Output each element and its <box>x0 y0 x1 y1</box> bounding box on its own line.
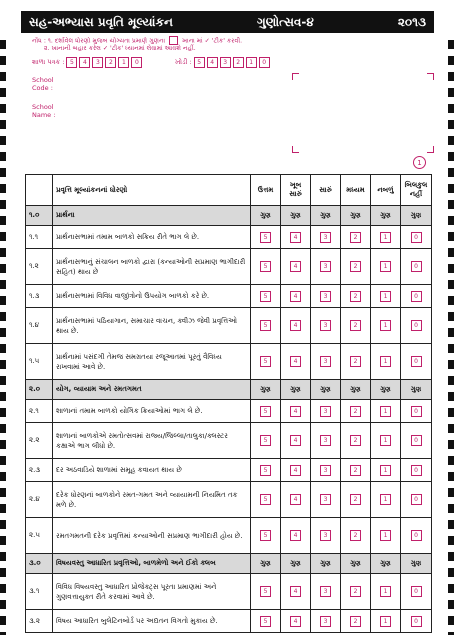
grade-label: ગુણ <box>281 380 311 400</box>
criteria-row <box>26 400 432 423</box>
score-checkbox[interactable]: 1 <box>380 261 391 272</box>
score-checkbox[interactable]: 0 <box>411 356 422 367</box>
score-checkbox[interactable]: 5 <box>260 232 271 243</box>
header-none: બિલકુલ નહીં <box>401 175 432 206</box>
score-cell <box>371 518 401 554</box>
code-digit-box[interactable]: 3 <box>92 57 103 68</box>
score-checkbox[interactable]: 4 <box>290 494 301 505</box>
score-checkbox[interactable]: 2 <box>350 494 361 505</box>
grade-label: ગુણ <box>401 206 432 226</box>
score-checkbox[interactable]: 2 <box>350 320 361 331</box>
section-number: ૩.૦ <box>26 554 53 574</box>
score-cell <box>251 482 281 518</box>
score-checkbox[interactable]: 0 <box>411 406 422 417</box>
score-cell <box>371 400 401 423</box>
score-cell <box>401 610 432 633</box>
score-checkbox[interactable]: 0 <box>411 291 422 302</box>
right-margin-dashes <box>448 40 454 635</box>
score-checkbox[interactable]: 4 <box>290 530 301 541</box>
score-cell <box>341 226 371 249</box>
grade-label: ગુણ <box>371 380 401 400</box>
score-cell <box>401 344 432 380</box>
score-cell <box>371 285 401 308</box>
criteria-row <box>26 308 432 344</box>
score-checkbox[interactable]: 2 <box>350 356 361 367</box>
criteria-row <box>26 459 432 482</box>
grade-label: ગુણ <box>371 554 401 574</box>
section-row <box>26 554 432 574</box>
criteria-row <box>26 423 432 459</box>
score-cell <box>401 482 432 518</box>
score-checkbox[interactable]: 5 <box>260 616 271 627</box>
evaluation-table <box>25 174 432 633</box>
score-cell <box>401 423 432 459</box>
note-line-1-suffix: ખાના માં ✓ 'ટીક' કરવી. <box>182 37 243 45</box>
score-cell <box>341 482 371 518</box>
score-checkbox[interactable]: 2 <box>350 435 361 446</box>
left-margin-dashes <box>0 40 6 635</box>
score-cell <box>251 308 281 344</box>
grade-label: ગુણ <box>311 206 341 226</box>
score-checkbox[interactable]: 1 <box>380 586 391 597</box>
table-header-row <box>26 175 432 206</box>
score-cell <box>371 574 401 610</box>
score-checkbox[interactable]: 3 <box>320 261 331 272</box>
score-checkbox[interactable]: 2 <box>350 586 361 597</box>
header-num <box>26 175 53 206</box>
score-cell <box>341 574 371 610</box>
score-checkbox[interactable]: 3 <box>320 406 331 417</box>
header-weak: નબળું <box>371 175 401 206</box>
score-cell <box>341 459 371 482</box>
criteria-text: પ્રાર્થનાસભામાં પઠિયાગાન, સમાચાર વાચન, ક્વીઝ જેવી પ્રવૃત્તિઓ થાય છે. <box>53 308 251 344</box>
score-checkbox[interactable]: 4 <box>290 320 301 331</box>
score-cell <box>281 344 311 380</box>
header-good: સારું <box>311 175 341 206</box>
score-cell <box>371 610 401 633</box>
score-checkbox[interactable]: 4 <box>290 465 301 476</box>
code-digit-box[interactable]: 5 <box>194 57 205 68</box>
score-cell <box>251 400 281 423</box>
score-cell <box>371 423 401 459</box>
score-checkbox[interactable]: 3 <box>320 435 331 446</box>
grade-label: ગુણ <box>311 380 341 400</box>
score-cell <box>251 423 281 459</box>
criteria-row <box>26 518 432 554</box>
criteria-row <box>26 249 432 285</box>
grade-label: ગુણ <box>371 206 401 226</box>
grade-label: ગુણ <box>401 554 432 574</box>
grade-label: ગુણ <box>251 206 281 226</box>
score-cell <box>311 308 341 344</box>
score-checkbox[interactable]: 4 <box>290 261 301 272</box>
score-cell <box>251 518 281 554</box>
score-cell <box>341 308 371 344</box>
criteria-number: ૩.૨ <box>26 610 53 633</box>
score-checkbox[interactable]: 3 <box>320 494 331 505</box>
score-checkbox[interactable]: 4 <box>290 232 301 243</box>
score-cell <box>311 610 341 633</box>
second-code-label: ખોડી : <box>175 58 192 66</box>
score-checkbox[interactable]: 1 <box>380 406 391 417</box>
criteria-text: દર અઠવાડિયે શાળામાં સમૂહ કવાયત થાય છે <box>53 459 251 482</box>
score-checkbox[interactable]: 3 <box>320 320 331 331</box>
score-checkbox[interactable]: 0 <box>411 530 422 541</box>
score-checkbox[interactable]: 5 <box>260 530 271 541</box>
score-cell <box>311 423 341 459</box>
score-checkbox[interactable]: 1 <box>380 232 391 243</box>
score-cell <box>371 249 401 285</box>
grade-label: ગુણ <box>341 380 371 400</box>
score-checkbox[interactable]: 3 <box>320 291 331 302</box>
score-cell <box>341 518 371 554</box>
score-cell <box>281 574 311 610</box>
score-checkbox[interactable]: 2 <box>350 465 361 476</box>
grade-label: ગુણ <box>341 206 371 226</box>
code-digit-box[interactable]: 4 <box>79 57 90 68</box>
score-checkbox[interactable]: 3 <box>320 232 331 243</box>
code-digit-box[interactable]: 5 <box>66 57 77 68</box>
school-code-field-label: School Code : <box>32 76 54 92</box>
score-checkbox[interactable]: 5 <box>260 261 271 272</box>
code-digit-box[interactable]: 1 <box>118 57 129 68</box>
criteria-row <box>26 610 432 633</box>
score-checkbox[interactable]: 0 <box>411 494 422 505</box>
score-checkbox[interactable]: 2 <box>350 616 361 627</box>
score-checkbox[interactable]: 1 <box>380 494 391 505</box>
score-checkbox[interactable]: 2 <box>350 291 361 302</box>
score-cell <box>311 285 341 308</box>
score-checkbox[interactable]: 1 <box>380 616 391 627</box>
score-cell <box>251 249 281 285</box>
score-cell <box>311 459 341 482</box>
corner-mark <box>427 73 434 80</box>
score-checkbox[interactable]: 4 <box>290 616 301 627</box>
score-checkbox[interactable]: 1 <box>380 435 391 446</box>
school-name-field-label: School Name : <box>32 103 56 119</box>
criteria-row <box>26 482 432 518</box>
score-cell <box>251 285 281 308</box>
code-digit-box[interactable]: 3 <box>220 57 231 68</box>
criteria-number: ૧.૨ <box>26 249 53 285</box>
score-cell <box>341 344 371 380</box>
code-digit-box[interactable]: 0 <box>259 57 270 68</box>
sample-box-icon <box>169 36 178 45</box>
score-cell <box>251 344 281 380</box>
criteria-number: ૨.૪ <box>26 482 53 518</box>
score-checkbox[interactable]: 3 <box>320 356 331 367</box>
score-cell <box>251 574 281 610</box>
score-cell <box>401 249 432 285</box>
criteria-number: ૨.૩ <box>26 459 53 482</box>
score-cell <box>401 308 432 344</box>
code-digit-box[interactable]: 2 <box>105 57 116 68</box>
score-cell <box>401 459 432 482</box>
second-code-row <box>175 57 270 68</box>
grade-label: ગુણ <box>281 554 311 574</box>
score-checkbox[interactable]: 0 <box>411 320 422 331</box>
score-checkbox[interactable]: 5 <box>260 320 271 331</box>
grade-label: ગુણ <box>311 554 341 574</box>
score-cell <box>311 482 341 518</box>
criteria-text: પ્રાર્થનામાં પસંદગી તેમજ સમગ્રતયા રજૂઆતમાં પૂરતું વૈવિધ્ય રાખવામાં આવે છે. <box>53 344 251 380</box>
criteria-number: ૨.૧ <box>26 400 53 423</box>
score-checkbox[interactable]: 0 <box>411 232 422 243</box>
score-cell <box>281 423 311 459</box>
header-excellent: ઉત્તમ <box>251 175 281 206</box>
score-checkbox[interactable]: 5 <box>260 435 271 446</box>
score-checkbox[interactable]: 5 <box>260 291 271 302</box>
score-checkbox[interactable]: 1 <box>380 291 391 302</box>
grade-label: ગુણ <box>251 554 281 574</box>
score-cell <box>251 226 281 249</box>
score-cell <box>311 518 341 554</box>
code-digit-box[interactable]: 1 <box>246 57 257 68</box>
criteria-text: શાળાનાં તમામ બાળકો યોગિક ક્રિયાઓમાં ભાગ લે છે. <box>53 400 251 423</box>
score-checkbox[interactable]: 5 <box>260 494 271 505</box>
criteria-number: ૨.૨ <box>26 423 53 459</box>
criteria-number: ૧.૩ <box>26 285 53 308</box>
score-checkbox[interactable]: 5 <box>260 356 271 367</box>
criteria-number: ૧.૪ <box>26 308 53 344</box>
score-cell <box>401 400 432 423</box>
score-cell <box>281 482 311 518</box>
score-cell <box>371 226 401 249</box>
school-code-label: શાળા પત્રક : <box>32 58 65 66</box>
score-cell <box>281 459 311 482</box>
criteria-number: ૨.૫ <box>26 518 53 554</box>
criteria-text: વિવિધ વિષયવસ્તુ આધારિત પ્રોજેક્ટ્સ પૂરતા પ્રમાણમાં અને ગુણવત્તાયુક્ત રીતે કરવામાં આવે છે. <box>53 574 251 610</box>
score-cell <box>371 459 401 482</box>
score-checkbox[interactable]: 4 <box>290 406 301 417</box>
code-digit-box[interactable]: 4 <box>207 57 218 68</box>
score-cell <box>251 459 281 482</box>
score-cell <box>341 610 371 633</box>
score-cell <box>281 610 311 633</box>
score-cell <box>281 518 311 554</box>
score-checkbox[interactable]: 0 <box>411 465 422 476</box>
score-checkbox[interactable]: 4 <box>290 586 301 597</box>
score-cell <box>401 574 432 610</box>
score-checkbox[interactable]: 4 <box>290 291 301 302</box>
score-checkbox[interactable]: 2 <box>350 406 361 417</box>
score-cell <box>341 400 371 423</box>
grade-label: ગુણ <box>251 380 281 400</box>
page-header <box>21 11 434 33</box>
score-cell <box>311 400 341 423</box>
section-row <box>26 380 432 400</box>
score-checkbox[interactable]: 3 <box>320 465 331 476</box>
score-checkbox[interactable]: 0 <box>411 616 422 627</box>
score-checkbox[interactable]: 5 <box>260 406 271 417</box>
score-checkbox[interactable]: 1 <box>380 465 391 476</box>
score-checkbox[interactable]: 1 <box>380 356 391 367</box>
grade-label: ગુણ <box>281 206 311 226</box>
score-checkbox[interactable]: 3 <box>320 530 331 541</box>
score-checkbox[interactable]: 0 <box>411 261 422 272</box>
score-cell <box>311 249 341 285</box>
page-number: 1 <box>413 156 426 169</box>
criteria-row <box>26 285 432 308</box>
score-cell <box>401 226 432 249</box>
criteria-text: દરેક ધોરણનાં બાળકોને રમત-ગમત અને વ્યાયામની નિયમિત તક મળે છે. <box>53 482 251 518</box>
section-title: વિષયવસ્તુ આધારિત પ્રવૃત્તિઓ, બાળમેળો અને ઈકો ક્લબ <box>53 554 251 574</box>
score-checkbox[interactable]: 1 <box>380 530 391 541</box>
score-cell <box>371 482 401 518</box>
score-checkbox[interactable]: 5 <box>260 465 271 476</box>
score-cell <box>311 344 341 380</box>
score-cell <box>311 226 341 249</box>
score-cell <box>341 285 371 308</box>
criteria-text: શાળાનાં બાળકોએ રમતોત્સવમાં રાજ્ય/જિલ્લા/તાલુકા/ક્લસ્ટર કક્ષાએ ભાગ લીધો છે. <box>53 423 251 459</box>
code-digit-box[interactable]: 0 <box>131 57 142 68</box>
score-checkbox[interactable]: 2 <box>350 261 361 272</box>
score-cell <box>341 249 371 285</box>
score-cell <box>281 226 311 249</box>
criteria-number: ૩.૧ <box>26 574 53 610</box>
note-line-2: ૨. ખાનાની બહાર કરેલ ✓ 'ટીક' ધ્યાનમાં લેવામાં આવશે નહીં. <box>44 45 196 52</box>
criteria-row <box>26 226 432 249</box>
score-checkbox[interactable]: 4 <box>290 356 301 367</box>
grade-label: ગુણ <box>401 380 432 400</box>
section-number: ૨.૦ <box>26 380 53 400</box>
score-cell <box>341 423 371 459</box>
score-cell <box>281 249 311 285</box>
criteria-row <box>26 574 432 610</box>
score-cell <box>281 285 311 308</box>
score-cell <box>281 308 311 344</box>
score-cell <box>401 518 432 554</box>
section-row <box>26 206 432 226</box>
grade-label: ગુણ <box>341 554 371 574</box>
score-cell <box>311 574 341 610</box>
score-checkbox[interactable]: 4 <box>290 435 301 446</box>
criteria-text: પ્રાર્થનાસભામાં વિવિધ વાજીંત્રોનો ઉપયોગ બાળકો કરે છે. <box>53 285 251 308</box>
header-criteria: પ્રવૃત્તિ મૂલ્યાંકનનાં ધોરણો <box>53 175 251 206</box>
criteria-text: વિષય આધારિત બુલેટિનબોર્ડ પર અદ્યતન વિગતો મુકાય છે. <box>53 610 251 633</box>
criteria-row <box>26 344 432 380</box>
score-cell <box>401 285 432 308</box>
criteria-text: પ્રાર્થનાસભામાં તમામ બાળકો સક્રિય રીતે ભાગ લે છે. <box>53 226 251 249</box>
school-code-row <box>32 57 142 68</box>
score-checkbox[interactable]: 1 <box>380 320 391 331</box>
score-cell <box>371 344 401 380</box>
score-checkbox[interactable]: 3 <box>320 586 331 597</box>
score-checkbox[interactable]: 3 <box>320 616 331 627</box>
section-title: પ્રાર્થના <box>53 206 251 226</box>
score-checkbox[interactable]: 0 <box>411 435 422 446</box>
section-number: ૧.૦ <box>26 206 53 226</box>
score-checkbox[interactable]: 0 <box>411 586 422 597</box>
header-very-good: ખૂબ સારું <box>281 175 311 206</box>
score-checkbox[interactable]: 2 <box>350 232 361 243</box>
header-event: ગુણોત્સવ-૪ <box>256 14 314 29</box>
score-checkbox[interactable]: 2 <box>350 530 361 541</box>
note-line-1-prefix: નોંધ : ૧. દર્શાવેલ ધોરણો મુજબ યોગ્યતા પ્રમાણે ગુણના <box>32 37 166 45</box>
score-cell <box>371 308 401 344</box>
header-average: મધ્યમ <box>341 175 371 206</box>
score-cell <box>281 400 311 423</box>
criteria-text: રમતગમતની દરેક પ્રવૃત્તિમાં કન્યાઓની સપ્રમાણ ભાગીદારી હોય છે. <box>53 518 251 554</box>
header-title: સહ-અભ્યાસ પ્રવૃતિ મૂલ્યાંકન <box>29 14 173 29</box>
section-title: યોગ, વ્યાયામ અને રમતગમત <box>53 380 251 400</box>
criteria-text: પ્રાર્થનાસભાનું સંચાલન બાળકો દ્વારા (કન્યાઓની સપ્રમાણ ભાગીદારી સહિત) થાય છે <box>53 249 251 285</box>
criteria-number: ૧.૧ <box>26 226 53 249</box>
score-checkbox[interactable]: 5 <box>260 586 271 597</box>
corner-mark <box>292 146 299 153</box>
code-digit-box[interactable]: 2 <box>233 57 244 68</box>
score-cell <box>251 610 281 633</box>
header-year: ૨૦૧૩ <box>397 14 426 29</box>
criteria-number: ૧.૫ <box>26 344 53 380</box>
corner-mark <box>292 73 299 80</box>
corner-mark <box>427 146 434 153</box>
